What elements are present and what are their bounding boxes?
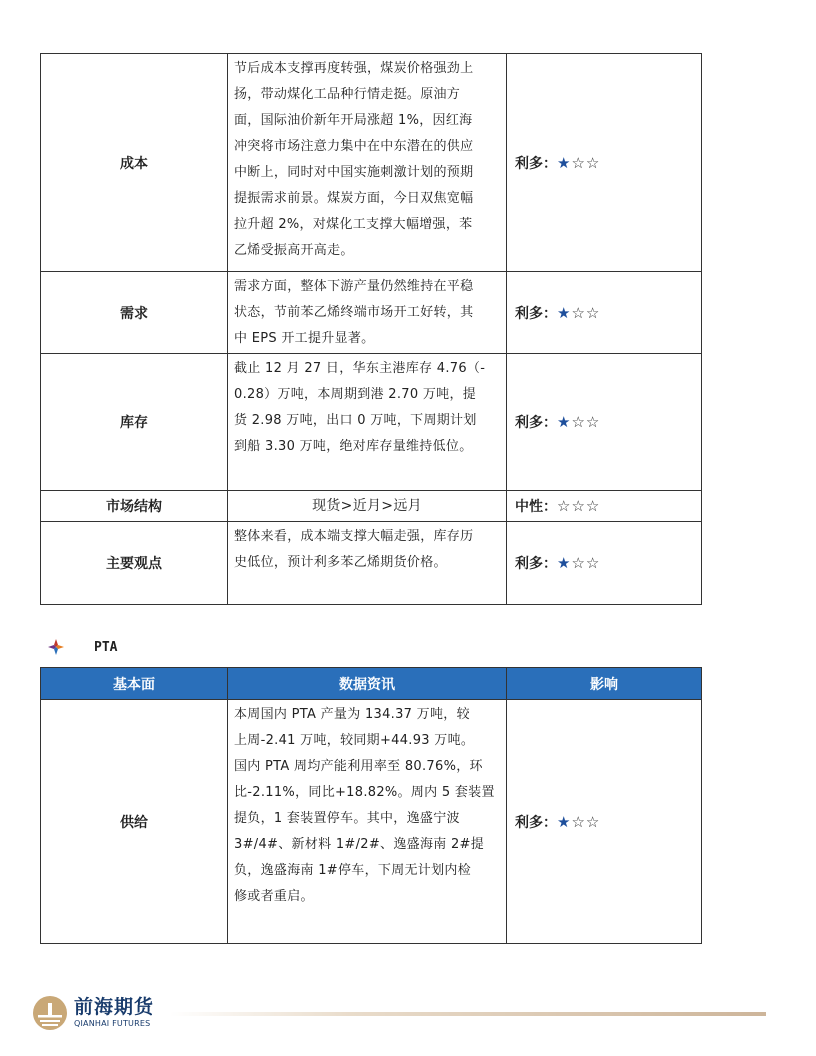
logo-chinese-name: 前海期货 [74, 996, 155, 1018]
impact-label: 利多： [515, 305, 557, 322]
table-row [41, 272, 702, 354]
row-impact [507, 54, 702, 272]
row-impact [507, 491, 702, 522]
row-impact [507, 522, 702, 605]
row-label: 市场结构 [41, 491, 228, 522]
impact-label: 中性： [515, 499, 557, 515]
row-label: 成本 [41, 54, 228, 272]
rating-stars-icon: ★☆☆ [557, 153, 601, 172]
impact-label: 利多： [515, 155, 557, 172]
impact-label: 利多： [515, 415, 557, 431]
row-label: 主要观点 [41, 522, 228, 605]
stock-analysis-table [40, 53, 702, 605]
table-row [41, 522, 702, 605]
row-impact [507, 272, 702, 354]
pta-analysis-table [40, 667, 702, 944]
header-impact: 影响 [507, 668, 702, 700]
rating-stars-icon: ★☆☆ [557, 554, 601, 572]
table-row [41, 54, 702, 272]
section-title: PTA [94, 639, 118, 655]
row-info: 需求方面，整体下游产量仍然维持在平稳 状态，节前苯乙烯终端市场开工好转，其 中 EPS 开工提升显著。 [228, 272, 507, 354]
row-label: 需求 [41, 272, 228, 354]
rating-stars-icon: ★☆☆ [557, 303, 601, 322]
rating-stars-icon: ☆☆☆ [557, 497, 601, 515]
table-row [41, 491, 702, 522]
impact-label: 利多： [515, 814, 557, 831]
logo-english-name: QIANHAI FUTURES [74, 1019, 151, 1028]
row-impact [507, 700, 702, 944]
row-info: 截止 12 月 27 日，华东主港库存 4.76（- 0.28）万吨，本周期到港 2.70 万吨，提 货 2.98 万吨，出口 0 万吨，下周期计划 到船 3.30 万吨，绝对库存量维持低位。 [228, 354, 507, 491]
rating-stars-icon: ★☆☆ [557, 413, 601, 431]
header-data-info: 数据资讯 [228, 668, 507, 700]
table-header-row [41, 668, 702, 700]
section-heading [48, 636, 117, 658]
rating-stars-icon: ★☆☆ [557, 812, 601, 831]
diamond-bullet-icon [48, 639, 64, 655]
row-info: 节后成本支撑再度转强，煤炭价格强劲上 扬，带动煤化工品种行情走挺。原油方 面，国际油价新年开局涨超 1%，因红海 冲突将市场注意力集中在中东潜在的供应 中断上，同时对中国实施刺激计划的预期 提振需求前景。煤炭方面，今日双焦宽幅 拉升超 2%，对煤化工支撑大幅增强，苯 乙烯受振高开高走。 [228, 54, 507, 272]
logo-emblem-icon [32, 995, 68, 1031]
table-row [41, 700, 702, 944]
row-label: 库存 [41, 354, 228, 491]
table-row [41, 354, 702, 491]
row-info: 整体来看，成本端支撑大幅走强，库存历 史低位，预计利多苯乙烯期货价格。 [228, 522, 507, 605]
footer-divider [170, 1012, 766, 1016]
row-label: 供给 [41, 700, 228, 944]
company-logo [32, 993, 177, 1033]
impact-label: 利多： [515, 556, 557, 572]
row-impact [507, 354, 702, 491]
row-info: 现货>近月>远月 [228, 491, 507, 522]
row-info: 本周国内 PTA 产量为 134.37 万吨，较 上周-2.41 万吨，较同期+44.93 万吨。 国内 PTA 周均产能利用率至 80.76%，环 比-2.11%，同比+18.82%。周内 5 套装置 提负，1 套装置停车。其中，逸盛宁波 3#/4#、新材料 1#/2#、逸盛海南 2#提 负，逸盛海南 1#停车，下周无计划内检 修或者重启。 [228, 700, 507, 944]
header-fundamentals: 基本面 [41, 668, 228, 700]
